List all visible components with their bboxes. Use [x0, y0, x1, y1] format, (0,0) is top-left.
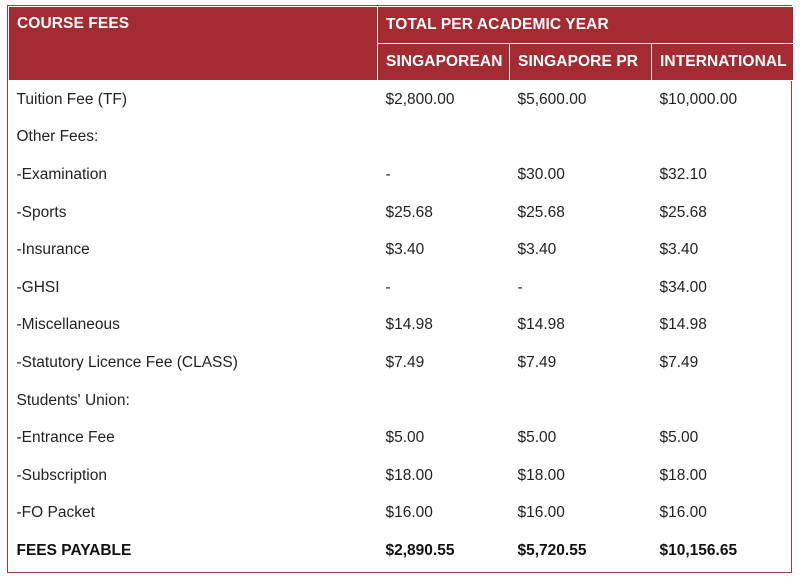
- singapore-pr-value: $16.00: [517, 504, 565, 522]
- singaporean-value: $5.00: [385, 429, 425, 447]
- international-header: INTERNATIONAL: [652, 44, 794, 81]
- singaporean-value: $25.68: [385, 203, 433, 221]
- course-fees-header: COURSE FEES: [9, 7, 378, 81]
- singapore-pr-value: [510, 382, 652, 420]
- singapore-pr-value: $7.49: [517, 353, 557, 371]
- singapore-pr-value: $25.68: [517, 203, 565, 221]
- singaporean-total: $2,890.55: [385, 541, 455, 559]
- international-value: $7.49: [659, 353, 699, 371]
- singaporean-value: -: [385, 278, 391, 296]
- international-value: $32.10: [659, 165, 707, 183]
- row-label: Students' Union:: [16, 391, 130, 409]
- row-label: -Entrance Fee: [16, 429, 115, 447]
- singaporean-value: [378, 119, 510, 157]
- singapore-pr-value: $3.40: [517, 241, 557, 259]
- table-row: [9, 495, 794, 533]
- table-row: [9, 231, 794, 269]
- singapore-pr-value: $18.00: [517, 466, 565, 484]
- table-row: [9, 194, 794, 232]
- singaporean-value: $16.00: [385, 504, 433, 522]
- singapore-pr-value: -: [517, 278, 523, 296]
- table-row: [9, 119, 794, 157]
- total-row: [9, 532, 794, 570]
- singapore-pr-total: $5,720.55: [517, 541, 587, 559]
- table-row: [9, 156, 794, 194]
- international-value: $14.98: [659, 316, 707, 334]
- row-label: Tuition Fee (TF): [16, 90, 128, 108]
- total-label: FEES PAYABLE: [16, 541, 132, 559]
- row-label: -GHSI: [16, 278, 60, 296]
- singapore-pr-value: $5,600.00: [517, 90, 587, 108]
- international-value: $34.00: [659, 278, 707, 296]
- international-total: $10,156.65: [659, 541, 738, 559]
- singapore-pr-value: $5.00: [517, 429, 557, 447]
- singaporean-value: [378, 382, 510, 420]
- row-label: -Examination: [16, 165, 107, 183]
- singapore-pr-header: SINGAPORE PR: [510, 44, 652, 81]
- international-value: $5.00: [659, 429, 699, 447]
- singapore-pr-value: $30.00: [517, 165, 565, 183]
- international-value: [652, 119, 794, 157]
- table-row: [9, 269, 794, 307]
- international-value: $18.00: [659, 466, 707, 484]
- row-label: -FO Packet: [16, 504, 95, 522]
- singapore-pr-value: $14.98: [517, 316, 565, 334]
- international-value: $25.68: [659, 203, 707, 221]
- international-value: [652, 382, 794, 420]
- singaporean-value: $14.98: [385, 316, 433, 334]
- table-row: [9, 307, 794, 345]
- table-row: [9, 81, 794, 119]
- singaporean-value: $3.40: [385, 241, 425, 259]
- singaporean-header: SINGAPOREAN: [378, 44, 510, 81]
- international-value: $16.00: [659, 504, 707, 522]
- row-label: -Sports: [16, 203, 67, 221]
- fees-table-frame: [7, 5, 792, 573]
- row-label: -Subscription: [16, 466, 107, 484]
- singaporean-value: $18.00: [385, 466, 433, 484]
- singaporean-value: -: [385, 165, 391, 183]
- row-label: -Insurance: [16, 241, 90, 259]
- total-per-year-header: TOTAL PER ACADEMIC YEAR: [378, 7, 794, 44]
- table-row: [9, 344, 794, 382]
- singaporean-value: $2,800.00: [385, 90, 455, 108]
- table-row: [9, 457, 794, 495]
- row-label: Other Fees:: [16, 128, 99, 146]
- singaporean-value: $7.49: [385, 353, 425, 371]
- table-row: [9, 382, 794, 420]
- singapore-pr-value: [510, 119, 652, 157]
- course-fees-table: [8, 6, 794, 570]
- row-label: -Statutory Licence Fee (CLASS): [16, 353, 238, 371]
- row-label: -Miscellaneous: [16, 316, 120, 334]
- table-row: [9, 419, 794, 457]
- international-value: $10,000.00: [659, 90, 738, 108]
- international-value: $3.40: [659, 241, 699, 259]
